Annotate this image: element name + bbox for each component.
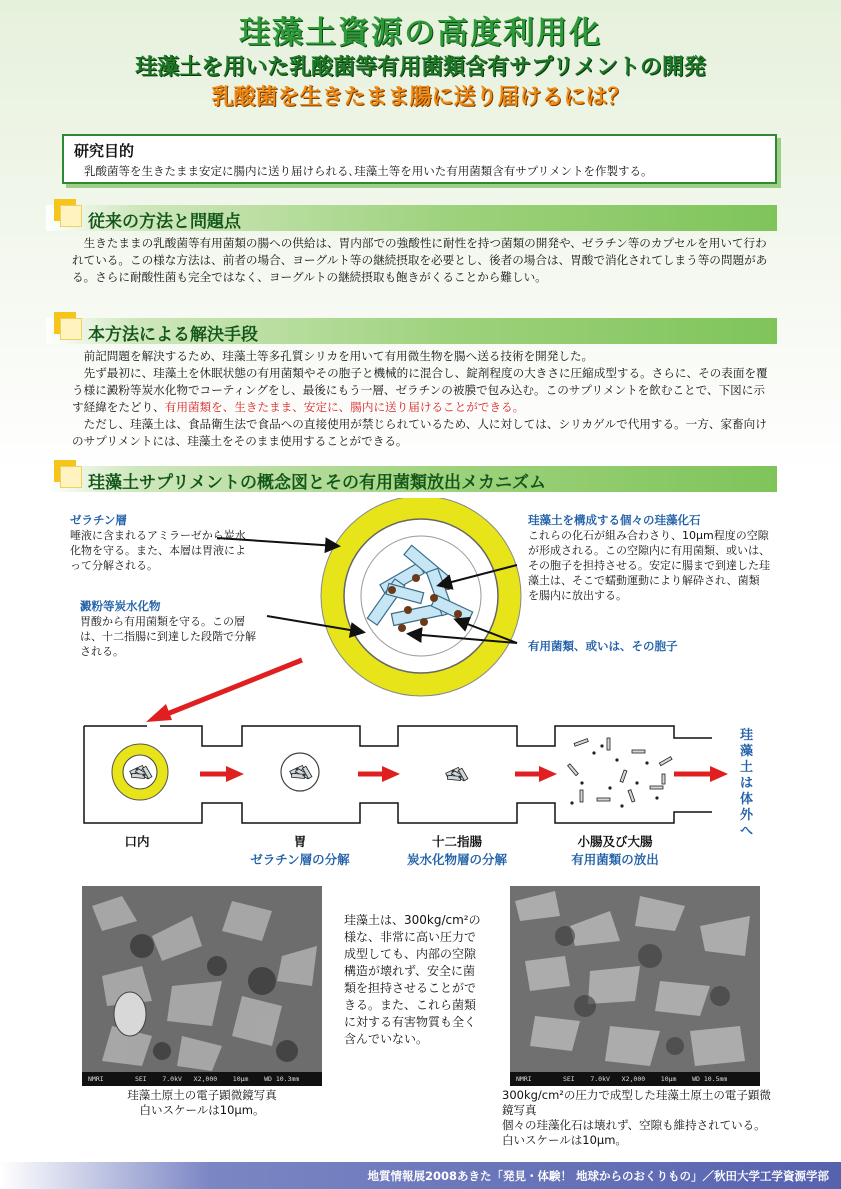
section2-p2-highlight: 有用菌類を、生きたまま、安定に、腸内に送り届けることができる。: [164, 400, 525, 414]
gelatin-title: ゼラチン層: [70, 513, 127, 527]
caption-left: [82, 1088, 322, 1118]
stage-name: 小腸及び大腸: [577, 834, 653, 849]
section1-paragraph: 生きたままの乳酸菌等有用菌類の腸への供給は、胃内部での強酸性に耐性を持つ菌類の開発や、ゼラチン等のカプセルを用いて行われている。この様な方法は、前者の場合、ヨーグルト等の継続摂取を必要とし、後者の場合は、胃酸で消化されてしまう等の問題がある。さらに耐酸性菌も完全ではなく、ヨーグルトの継続摂取も飽きがくることから難しい。: [72, 236, 768, 284]
sem-texture: [510, 886, 760, 1072]
purpose-box: [62, 134, 777, 184]
section2-p2-text: 先ず最初に、珪藻土を休眠状態の有用菌類やその胞子と機械的に混合し、錠剤程度の大きさに圧縮成型する。さらに、その表面を覆う様に澱粉等炭水化物でコーティングをし、最後にもう一層、ゼラチンの被膜で包み込む。このサプリメントを飲むことで、下図に示す経緯をたどり、: [72, 366, 768, 414]
section-heading-text: 従来の方法と問題点: [88, 212, 241, 232]
diatom-title: 珪藻土を構成する個々の珪藻化石: [528, 513, 701, 527]
tablet-cross-section: [321, 498, 521, 696]
caption-left-line1: 珪藻土原土の電子顕微鏡写真: [127, 1088, 277, 1102]
starch-desc: 胃酸から有用菌類を守る。この層は、十二指腸に到達した段階で分解される。: [80, 615, 256, 658]
main-title: 珪藻土資源の高度利用化: [239, 15, 602, 51]
footer-bar: [0, 1162, 841, 1189]
section2-p2: [72, 365, 772, 416]
concept-figure: [62, 498, 779, 1160]
gelatin-desc: 唾液に含まれるアミラーゼから炭水化物を守る。また、本層は胃液によって分解される。: [70, 529, 246, 572]
sem-photo-raw: [82, 886, 322, 1086]
section-heading-solution: [46, 318, 777, 344]
middle-explanation: 珪藻土は、300kg/cm²の様な、非常に高い圧力で成型しても、内部の空隙構造が壊れず、安全に菌類を担持させることができる。また、これら菌類に対する有害物質も全く含んでいない。: [344, 913, 481, 1046]
diatom-desc: これらの化石が組み合わさり、10μm程度の空隙が形成される。この空隙内に有用菌類、或いは、その胞子を担持させる。安定に腸まで到達した珪藻土は、そこで蠕動運動により解砕され、菌類を腸内に放出する。: [528, 529, 770, 602]
stage-intestine-scattered: [568, 738, 672, 802]
starch-title: 澱粉等炭水化物: [80, 599, 161, 613]
ingest-arrow: [162, 660, 302, 716]
stage-duodenum-diatoms: [446, 767, 468, 780]
section2-body: [72, 348, 772, 450]
section-heading-conventional: [46, 205, 777, 231]
title-block: [0, 14, 841, 112]
bacteria-label: 有用菌類、或いは、その胞子: [528, 639, 678, 653]
exit-label: 珪藻土は体外へ: [740, 728, 754, 839]
stage-sub: 有用菌類の放出: [571, 852, 659, 867]
section-heading-figure: [46, 466, 777, 492]
sem-texture: [82, 886, 322, 1072]
stage-label-mouth: [87, 832, 187, 850]
section1-body: [72, 235, 772, 286]
section-heading-text: 珪藻土サプリメントの概念図とその有用菌類放出メカニズム: [88, 473, 546, 493]
stage-mouth-tablet: [112, 744, 168, 800]
sem-photo-compressed: [510, 886, 760, 1086]
section2-p3: ただし、珪藻土は、食品衛生法で食品への直接使用が禁じられているため、人に対しては、シリカゲルで代用する。一方、家畜向けのサプリメントには、珪藻土をそのまま使用することができる。: [72, 417, 767, 448]
stage-label-duodenum: [382, 832, 532, 868]
footer-text: 地質情報展2008あきた「発見・体験！ 地球からのおくりもの」／秋田大学工学資源学部: [367, 1169, 829, 1183]
section-heading-text: 本方法による解決手段: [88, 325, 258, 345]
tagline: 乳酸菌を生きたまま腸に送り届けるには？: [211, 85, 630, 110]
caption-right: [502, 1088, 772, 1148]
sem-info-bar: NMRI SEI 7.0kV X2,000 10μm WD 10.5mm: [510, 1072, 760, 1086]
caption-right-line2: 個々の珪藻化石は壊れず、空隙も維持されている。白いスケールは10μm。: [502, 1118, 766, 1147]
sub-title: 珪藻土を用いた乳酸菌等有用菌類含有サプリメントの開発: [135, 55, 706, 80]
sem-info-bar: NMRI SEI 7.0kV X2,000 10μm WD 10.3mm: [82, 1072, 322, 1086]
diatom-label: [528, 512, 770, 603]
stage-name: 胃: [293, 834, 307, 849]
stage-label-stomach: [230, 832, 370, 868]
gelatin-label: [70, 512, 250, 573]
caption-left-line2: 白いスケールは10μm。: [139, 1103, 265, 1117]
caption-right-line1: 300kg/cm²の圧力で成型した珪藻土原土の電子顕微鏡写真: [502, 1088, 771, 1117]
section2-p1: 前記問題を解決するため、珪藻土等多孔質シリカを用いて有用微生物を腸へ送る技術を開発した。: [83, 349, 594, 363]
stage-sub: ゼラチン層の分解: [250, 852, 350, 867]
stage-label-intestine: [540, 832, 690, 868]
bullet-square-icon: [60, 466, 82, 488]
bullet-square-icon: [60, 205, 82, 227]
ingest-arrow-head: [146, 704, 172, 722]
stage-name: 十二指腸: [431, 834, 482, 849]
stage-sub: 炭水化物層の分解: [406, 852, 507, 867]
stage-name: 口内: [124, 834, 150, 849]
purpose-text: 乳酸菌等を生きたまま安定に腸内に送り届けられる､珪藻土等を用いた有用菌類含有サプリメントを作製する。: [84, 164, 653, 178]
purpose-heading: 研究目的: [74, 142, 135, 160]
starch-label: [80, 598, 258, 659]
stage-stomach-tablet: [281, 753, 319, 791]
bullet-square-icon: [60, 318, 82, 340]
